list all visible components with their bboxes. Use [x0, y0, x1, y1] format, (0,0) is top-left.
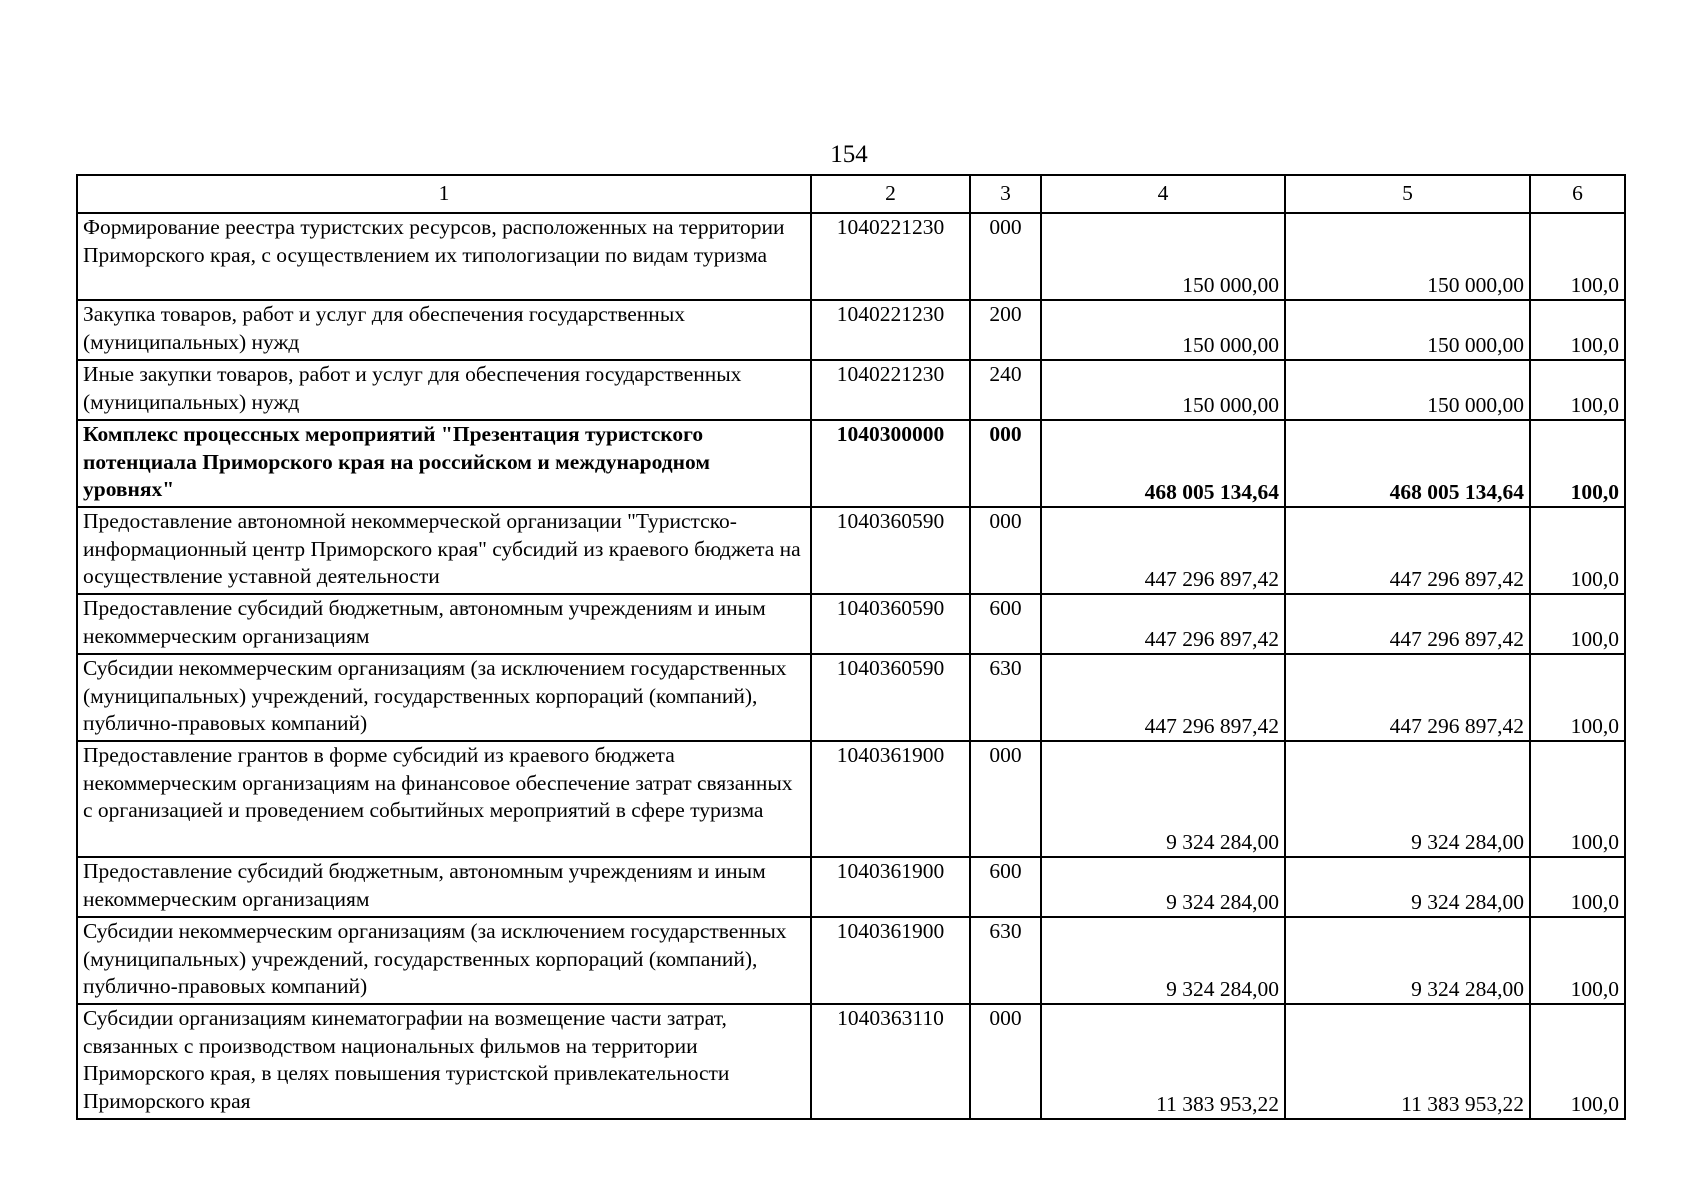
- table-row-subtotal: [77, 420, 1625, 507]
- row-actual: 447 296 897,42: [1285, 507, 1530, 594]
- row-code: 1040221230: [811, 300, 970, 360]
- row-kind: 000: [970, 741, 1041, 857]
- row-percent: 100,0: [1530, 857, 1625, 917]
- row-actual: 11 383 953,22: [1285, 1004, 1530, 1119]
- row-name: Субсидии некоммерческим организациям (за исключением государственных (муниципальных) учреждений, государственных корпораций (компаний), публично-правовых компаний): [77, 917, 811, 1004]
- row-name: Иные закупки товаров, работ и услуг для обеспечения государственных (муниципальных) нужд: [77, 360, 811, 420]
- row-kind: 000: [970, 1004, 1041, 1119]
- row-name: Формирование реестра туристских ресурсов, расположенных на территории Приморского края, с осуществлением их типологизации по видам туризма: [77, 213, 811, 300]
- row-percent: 100,0: [1530, 1004, 1625, 1119]
- row-code: 1040361900: [811, 917, 970, 1004]
- row-percent: 100,0: [1530, 594, 1625, 654]
- row-code: 1040300000: [811, 420, 970, 507]
- table-row: [77, 594, 1625, 654]
- row-code: 1040221230: [811, 360, 970, 420]
- row-kind: 240: [970, 360, 1041, 420]
- row-name: Предоставление грантов в форме субсидий из краевого бюджета некоммерческим организациям на финансовое обеспечение затрат связанных с организацией и проведением событийных мероприятий в сфере туризма: [77, 741, 811, 857]
- row-percent: 100,0: [1530, 213, 1625, 300]
- header-cell-kind: 3: [970, 175, 1041, 213]
- row-percent: 100,0: [1530, 420, 1625, 507]
- header-cell-name: 1: [77, 175, 811, 213]
- table-row: [77, 300, 1625, 360]
- row-code: 1040360590: [811, 594, 970, 654]
- row-actual: 9 324 284,00: [1285, 917, 1530, 1004]
- row-percent: 100,0: [1530, 300, 1625, 360]
- row-planned: 11 383 953,22: [1041, 1004, 1285, 1119]
- row-planned: 9 324 284,00: [1041, 917, 1285, 1004]
- row-planned: 447 296 897,42: [1041, 594, 1285, 654]
- table-row: [77, 857, 1625, 917]
- row-percent: 100,0: [1530, 741, 1625, 857]
- row-actual: 150 000,00: [1285, 300, 1530, 360]
- row-code: 1040361900: [811, 857, 970, 917]
- table-row: [77, 360, 1625, 420]
- table-header-row: [77, 175, 1625, 213]
- table-row: [77, 917, 1625, 1004]
- row-name: Субсидии некоммерческим организациям (за исключением государственных (муниципальных) учреждений, государственных корпораций (компаний), публично-правовых компаний): [77, 654, 811, 741]
- header-cell-percent: 6: [1530, 175, 1625, 213]
- row-actual: 447 296 897,42: [1285, 654, 1530, 741]
- row-kind: 630: [970, 917, 1041, 1004]
- table-row: [77, 1004, 1625, 1119]
- header-cell-planned: 4: [1041, 175, 1285, 213]
- row-planned: 9 324 284,00: [1041, 857, 1285, 917]
- row-name: Закупка товаров, работ и услуг для обеспечения государственных (муниципальных) нужд: [77, 300, 811, 360]
- row-name: Комплекс процессных мероприятий "Презентация туристского потенциала Приморского края на российском и международном уровнях": [77, 420, 811, 507]
- row-name: Субсидии организациям кинематографии на возмещение части затрат, связанных с производством национальных фильмов на территории Приморского края, в целях повышения туристской привлекательности Приморского края: [77, 1004, 811, 1119]
- table-row: [77, 213, 1625, 300]
- row-percent: 100,0: [1530, 507, 1625, 594]
- row-planned: 468 005 134,64: [1041, 420, 1285, 507]
- row-name: Предоставление автономной некоммерческой организации "Туристско-информационный центр Приморского края" субсидий из краевого бюджета на осуществление уставной деятельности: [77, 507, 811, 594]
- budget-table: [76, 174, 1626, 1120]
- row-code: 1040361900: [811, 741, 970, 857]
- row-kind: 000: [970, 213, 1041, 300]
- row-planned: 150 000,00: [1041, 300, 1285, 360]
- row-kind: 200: [970, 300, 1041, 360]
- header-cell-code: 2: [811, 175, 970, 213]
- row-kind: 600: [970, 857, 1041, 917]
- table-row: [77, 654, 1625, 741]
- table-row: [77, 741, 1625, 857]
- row-kind: 600: [970, 594, 1041, 654]
- row-percent: 100,0: [1530, 360, 1625, 420]
- table-row: [77, 507, 1625, 594]
- row-planned: 9 324 284,00: [1041, 741, 1285, 857]
- row-name: Предоставление субсидий бюджетным, автономным учреждениям и иным некоммерческим организациям: [77, 857, 811, 917]
- row-planned: 447 296 897,42: [1041, 654, 1285, 741]
- row-percent: 100,0: [1530, 917, 1625, 1004]
- row-kind: 000: [970, 507, 1041, 594]
- row-planned: 150 000,00: [1041, 360, 1285, 420]
- row-planned: 447 296 897,42: [1041, 507, 1285, 594]
- row-actual: 150 000,00: [1285, 213, 1530, 300]
- page-number: 154: [830, 141, 868, 168]
- row-actual: 468 005 134,64: [1285, 420, 1530, 507]
- row-actual: 150 000,00: [1285, 360, 1530, 420]
- row-actual: 9 324 284,00: [1285, 741, 1530, 857]
- row-actual: 447 296 897,42: [1285, 594, 1530, 654]
- row-kind: 630: [970, 654, 1041, 741]
- row-planned: 150 000,00: [1041, 213, 1285, 300]
- row-name: Предоставление субсидий бюджетным, автономным учреждениям и иным некоммерческим организациям: [77, 594, 811, 654]
- row-code: 1040360590: [811, 507, 970, 594]
- row-actual: 9 324 284,00: [1285, 857, 1530, 917]
- row-percent: 100,0: [1530, 654, 1625, 741]
- row-kind: 000: [970, 420, 1041, 507]
- row-code: 1040363110: [811, 1004, 970, 1119]
- row-code: 1040360590: [811, 654, 970, 741]
- row-code: 1040221230: [811, 213, 970, 300]
- header-cell-actual: 5: [1285, 175, 1530, 213]
